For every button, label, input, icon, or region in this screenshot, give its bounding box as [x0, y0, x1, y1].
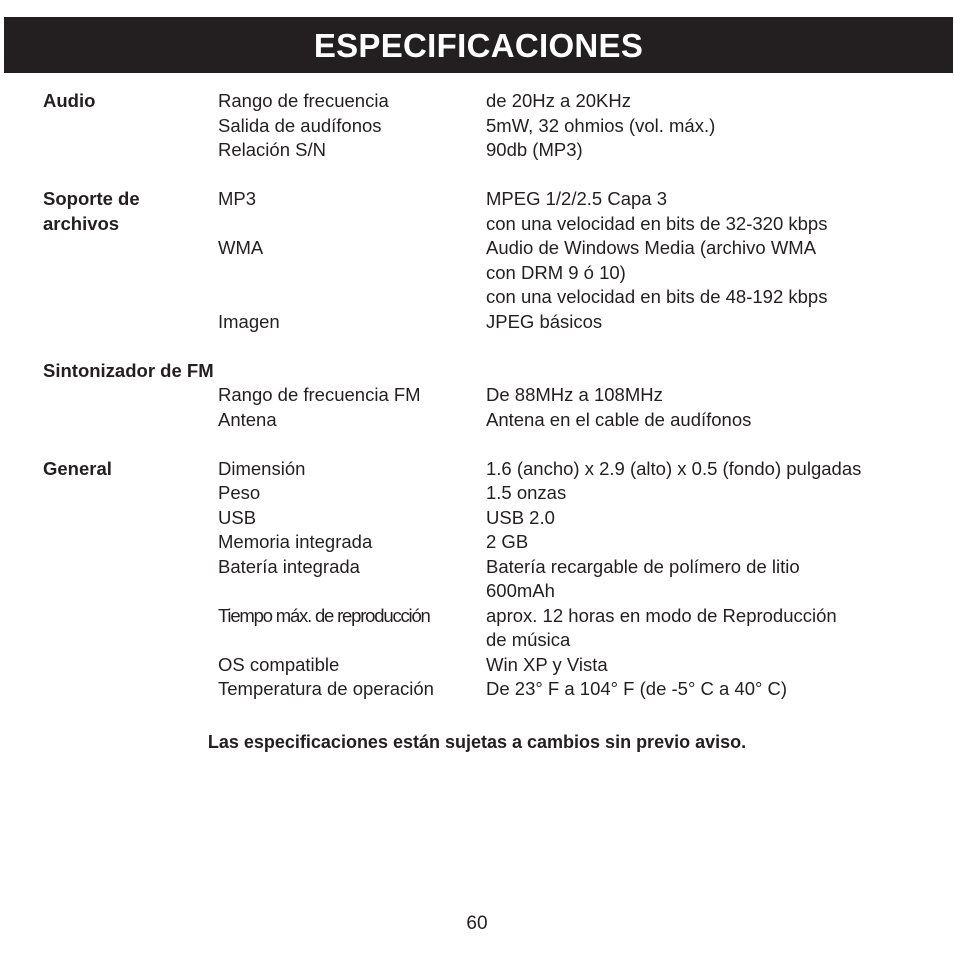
spec-parameter: Temperatura de operación	[218, 678, 434, 699]
section-fm-tuner	[0, 359, 954, 433]
spec-parameter: Rango de frecuencia	[218, 90, 389, 111]
spec-parameter: Peso	[218, 482, 261, 503]
spec-parameter: Rango de frecuencia FM	[218, 384, 421, 405]
spec-parameter: Relación S/N	[218, 139, 326, 160]
spec-value: de 20Hz a 20KHz	[486, 90, 632, 111]
spec-parameter: Imagen	[218, 310, 280, 332]
spec-parameter: Dimensión	[218, 457, 306, 479]
spec-parameter: Tiempo máx. de reproducción	[218, 604, 430, 626]
spec-parameter: Memoria integrada	[218, 531, 373, 552]
spec-value: USB 2.0	[486, 506, 555, 528]
spec-value: 5mW, 32 ohmios (vol. máx.)	[486, 114, 716, 136]
spec-value: 90db (MP3)	[486, 139, 583, 160]
spec-row	[0, 383, 954, 408]
spec-value: 1.5 onzas	[486, 482, 567, 503]
section-heading: Sintonizador de FM	[43, 359, 214, 381]
spec-value: De 23° F a 104° F (de -5° C a 40° C)	[486, 678, 788, 699]
spec-parameter: Salida de audífonos	[218, 114, 382, 136]
spec-row	[0, 114, 954, 139]
section-general	[0, 457, 954, 702]
spec-parameter: Batería integrada	[218, 555, 360, 577]
spec-value: 1.6 (ancho) x 2.9 (alto) x 0.5 (fondo) pulgadas	[486, 457, 862, 479]
spec-value: Audio de Windows Media (archivo WMA con DRM 9 ó 10) con una velocidad en bits de 48-192 kbps	[486, 237, 828, 307]
spec-row	[0, 506, 954, 531]
spec-parameter: OS compatible	[218, 653, 340, 675]
section-audio	[0, 89, 954, 163]
spec-value: Win XP y Vista	[486, 653, 608, 675]
spec-row	[0, 604, 954, 653]
spec-value: Batería recargable de polímero de litio 600mAh	[486, 555, 800, 601]
spec-row	[0, 481, 954, 506]
spec-parameter: MP3	[218, 188, 257, 209]
specifications-table	[0, 89, 954, 726]
spec-parameter: Antena	[218, 408, 277, 430]
page-number: 60	[466, 913, 488, 934]
spec-row	[0, 555, 954, 604]
disclaimer-note: Las especificaciones están sujetas a cambios sin previo aviso.	[207, 732, 747, 752]
spec-row	[0, 138, 954, 163]
section-heading: Soporte de archivos	[43, 188, 140, 234]
section-heading: General	[43, 457, 112, 479]
section-heading: Audio	[43, 90, 96, 111]
spec-value: JPEG básicos	[486, 310, 603, 332]
title-bar	[4, 17, 953, 73]
spec-row	[0, 236, 954, 310]
spec-value: aprox. 12 horas en modo de Reproducción de música	[486, 604, 837, 650]
section-file-support	[0, 187, 954, 334]
spec-value: 2 GB	[486, 531, 529, 552]
spec-value: MPEG 1/2/2.5 Capa 3 con una velocidad en bits de 32-320 kbps	[486, 188, 828, 234]
page-title: ESPECIFICACIONES	[313, 26, 644, 64]
spec-value: De 88MHz a 108MHz	[486, 384, 663, 405]
spec-row	[0, 530, 954, 555]
spec-parameter: WMA	[218, 237, 264, 258]
spec-parameter: USB	[218, 506, 257, 528]
spec-row	[0, 653, 954, 678]
spec-value: Antena en el cable de audífonos	[486, 408, 752, 430]
spec-row	[0, 408, 954, 433]
spec-row	[0, 310, 954, 335]
spec-row	[0, 677, 954, 702]
